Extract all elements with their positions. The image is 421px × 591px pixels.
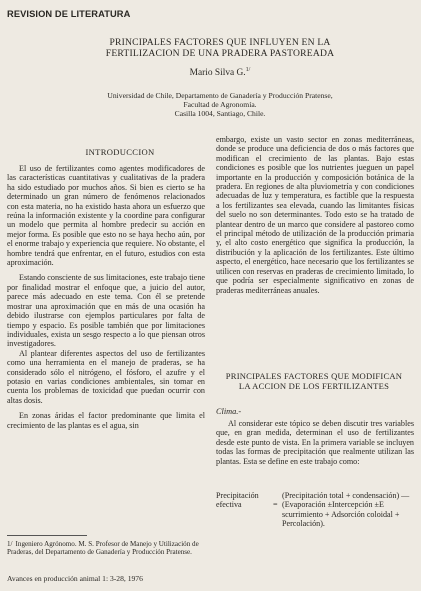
factors-heading <box>216 372 412 391</box>
climate-paragraph: Al considerar este tópico se deben discutir tres variables que, en gran medida, determinan el uso de fertilizantes desde este punto de vista. En la primera variable se incluyen todas las formas de precipitación que realmente utilizan las plantas. Esta se define en este trabajo como: <box>216 419 414 466</box>
author-text: Mario Silva G. <box>189 68 246 79</box>
affiliation <box>60 91 380 118</box>
footnote <box>7 540 207 557</box>
affiliation-line-3: Casilla 1004, Santiago, Chile. <box>174 109 266 118</box>
intro-paragraph-4: En zonas áridas el factor predominante que limita el crecimiento de las plantas es el agua, sin <box>7 411 205 430</box>
affiliation-line-2: Facultad de Agronomía. <box>183 100 257 109</box>
footnote-text: Ingeniero Agrónomo. M. S. Profesor de Manejo y Utilización de Praderas, del Departamento de Ganadería y Producción Pratense. <box>7 540 199 557</box>
intro-paragraph-2: Estando consciente de sus limitaciones, este trabajo tiene por finalidad mostrar el enfoque que, a juicio del autor, parece más adecuado en este tema. Con él se pretende mostrar una aproximación que en más de una ocasión ha debido ilustrarse con ejemplos particulares por falta de tiempo y espacio. Es posible también que por limitaciones individuales, exista un sesgo respecto a lo que piensan otros investigadores. <box>7 273 205 349</box>
footnote-mark: 1/ <box>7 540 13 548</box>
journal-citation: Avances en producción animal 1: 3-28, 1976 <box>7 574 143 583</box>
equation-equals: = <box>273 500 278 509</box>
equation-body: (Precipitación total + condensación) — (Evaporación ±Intercepción ±E scurrimiento + Adsorción coloidal + Percolación). <box>282 491 410 529</box>
factors-heading-line-2: LA ACCION DE LOS FERTILIZANTES <box>238 380 390 391</box>
author-footnote-mark: 1/ <box>245 67 251 73</box>
left-column <box>7 164 205 430</box>
footnote-rule <box>7 535 87 536</box>
article-title <box>60 37 380 59</box>
intro-paragraph-3: Al plantear diferentes aspectos del uso de fertilizantes como una herramienta en el manejo de praderas, se ha considerado sólo el nitrógeno, el fósforo, el azufre y el potasio en varias condiciones ambientales, sin tomar en cuenta los problemas de toxicidad que puedan ocurrir con altas dosis. <box>7 348 205 405</box>
title-line-2: FERTILIZACION DE UNA PRADERA PASTOREADA <box>105 48 335 59</box>
intro-paragraph-1: El uso de fertilizantes como agentes modificadores de las características cuantitativas y cualitativas de la pradera ha sido estudiado por muchos años. Si bien es cierto se ha determinado un gran número de fenómenos relacionados con esta materia, no ha existido hasta ahora un esfuerzo que reúna la información existente y la coordine para configurar un modelo que permita al hombre predecir su acción en mejor forma. Es posible que esto no se haya hecho aún, por el enorme trabajo y experiencia que requiere. No obstante, el hombre tendrá que enfrentar, en el futuro, estudios con esta aproximación. <box>7 164 205 268</box>
continued-paragraph: embargo, existe un vasto sector en zonas mediterráneas, donde se produce una deficiencia de dos o más factores que modifican el crecimiento de las plantas. Bajo estas condiciones es posible que los nutrientes jueguen un papel importante en la producción y composición botánica de la pradera. En regiones de alta pluviometría y con condiciones adecuadas de luz y temperatura, es factible que la respuesta a los fertilizantes sea elevada, cuando las limitantes físicas del suelo no son determinantes. Todo esto se ha tratado de plantear dentro de un marco que considere al pastoreo como el principal método de utilización de la producción primaria y, el alto costo energético que significa la producción, la distribución y la aplicación de los fertilizantes. Este último aspecto, el energético, hace necesario que los fertilizantes se utilicen con reservas en praderas de crecimiento limitado, lo que podría ser especialmente significativo en zonas de praderas mediterráneas anuales. <box>216 135 414 295</box>
equation-label-line-2: efectiva <box>216 500 242 510</box>
equation-label-line-1: Precipitación <box>216 491 259 500</box>
climate-subheading: Clima.- <box>216 407 242 416</box>
factors-heading-line-1: PRINCIPALES FACTORES QUE MODIFICAN <box>225 371 403 381</box>
affiliation-line-1: Universidad de Chile, Departamento de Ganadería y Producción Pratense, <box>107 91 333 100</box>
equation-label <box>216 491 259 510</box>
author-name <box>150 67 290 78</box>
section-label: REVISION DE LITERATURA <box>7 9 131 19</box>
title-line-1: PRINCIPALES FACTORES QUE INFLUYEN EN LA <box>109 37 331 48</box>
climate-text <box>216 419 414 466</box>
intro-heading: INTRODUCCION <box>85 147 155 157</box>
right-column <box>216 135 414 295</box>
